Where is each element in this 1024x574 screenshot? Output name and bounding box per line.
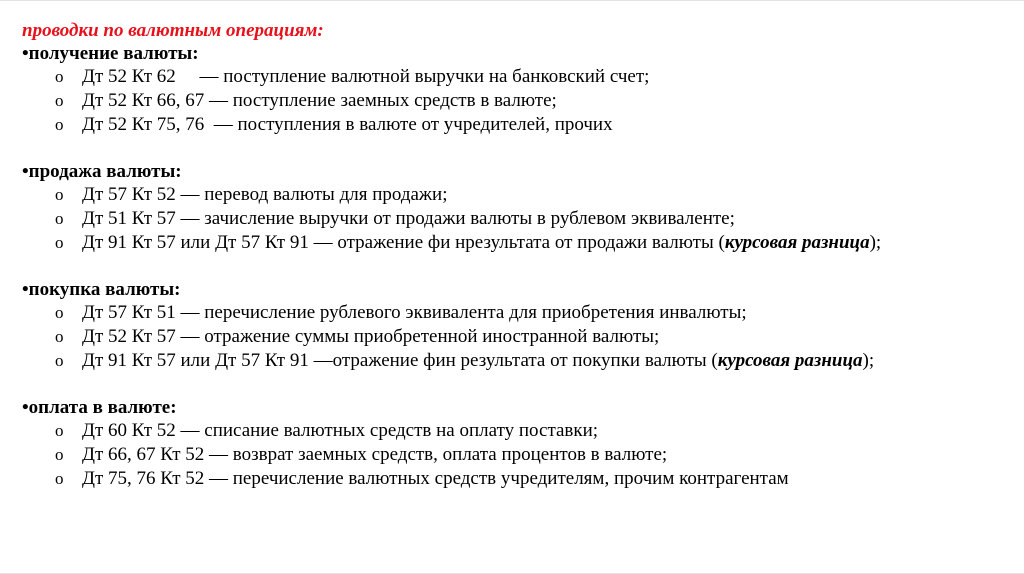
circle-bullet-icon: o xyxy=(55,445,64,464)
circle-bullet-icon: o xyxy=(55,209,64,228)
section-heading-text: покупка валюты: xyxy=(28,279,181,300)
section-receipt xyxy=(22,42,1012,137)
item-text xyxy=(82,232,881,253)
item-text: Дт 51 Кт 57 — зачисление выручки от продажи валюты в рублевом эквиваленте; xyxy=(82,208,735,229)
section-sale xyxy=(22,160,1012,255)
item-text-after: ); xyxy=(862,350,875,371)
section-payment xyxy=(22,396,1012,491)
item-text: Дт 66, 67 Кт 52 — возврат заемных средств, оплата процентов в валюте; xyxy=(82,444,668,465)
list-item xyxy=(22,443,1012,467)
list-item xyxy=(22,301,1012,325)
exchange-difference-emphasis: курсовая разница xyxy=(724,232,870,253)
item-text: Дт 60 Кт 52 — списание валютных средств на оплату поставки; xyxy=(82,420,599,441)
exchange-difference-emphasis: курсовая разница xyxy=(717,350,863,371)
list-item xyxy=(22,113,1012,137)
section-heading-text: продажа валюты: xyxy=(28,161,182,182)
slide-title: проводки по валютным операциям: xyxy=(22,20,324,41)
circle-bullet-icon: o xyxy=(55,421,64,440)
list-item xyxy=(22,207,1012,231)
bullet-icon: • xyxy=(22,279,29,300)
item-list xyxy=(22,65,1012,137)
circle-bullet-icon: o xyxy=(55,91,64,110)
item-list xyxy=(22,183,1012,255)
item-list xyxy=(22,301,1012,373)
slide-content xyxy=(22,19,1012,491)
section-heading xyxy=(22,42,1012,65)
circle-bullet-icon: o xyxy=(55,115,64,134)
item-text xyxy=(82,350,874,371)
list-item xyxy=(22,231,1012,255)
circle-bullet-icon: o xyxy=(55,327,64,346)
list-item xyxy=(22,65,1012,89)
list-item xyxy=(22,325,1012,349)
section-heading-text: оплата в валюте: xyxy=(28,397,177,418)
list-item xyxy=(22,183,1012,207)
bullet-icon: • xyxy=(22,161,29,182)
circle-bullet-icon: o xyxy=(55,351,64,370)
item-list xyxy=(22,419,1012,491)
section-heading xyxy=(22,278,1012,301)
bullet-icon: • xyxy=(22,43,29,64)
list-item xyxy=(22,349,1012,373)
item-text-before: Дт 91 Кт 57 или Дт 57 Кт 91 — отражение фи нрезультата от продажи валюты ( xyxy=(82,232,725,253)
circle-bullet-icon: o xyxy=(55,185,64,204)
circle-bullet-icon: o xyxy=(55,67,64,86)
item-text-before: Дт 91 Кт 57 или Дт 57 Кт 91 —отражение фин результата от покупки валюты ( xyxy=(82,350,718,371)
list-item xyxy=(22,419,1012,443)
item-text-after: ); xyxy=(869,232,882,253)
circle-bullet-icon: o xyxy=(55,303,64,322)
circle-bullet-icon: o xyxy=(55,233,64,252)
item-text: Дт 52 Кт 62 — поступление валютной выручки на банковский счет; xyxy=(82,66,650,87)
list-item xyxy=(22,89,1012,113)
section-purchase xyxy=(22,278,1012,373)
list-item xyxy=(22,467,1012,491)
section-heading-text: получение валюты: xyxy=(28,43,199,64)
section-heading xyxy=(22,396,1012,419)
section-heading xyxy=(22,160,1012,183)
item-text: Дт 57 Кт 51 — перечисление рублевого эквивалента для приобретения инвалюты; xyxy=(82,302,747,323)
item-text: Дт 52 Кт 75, 76 — поступления в валюте от учредителей, прочих xyxy=(82,114,613,135)
item-text: Дт 52 Кт 66, 67 — поступление заемных средств в валюте; xyxy=(82,90,557,111)
item-text: Дт 75, 76 Кт 52 — перечисление валютных средств учредителям, прочим контрагентам xyxy=(82,468,789,489)
bullet-icon: • xyxy=(22,397,29,418)
item-text: Дт 52 Кт 57 — отражение суммы приобретенной иностранной валюты; xyxy=(82,326,660,347)
item-text: Дт 57 Кт 52 — перевод валюты для продажи; xyxy=(82,184,448,205)
circle-bullet-icon: o xyxy=(55,469,64,488)
